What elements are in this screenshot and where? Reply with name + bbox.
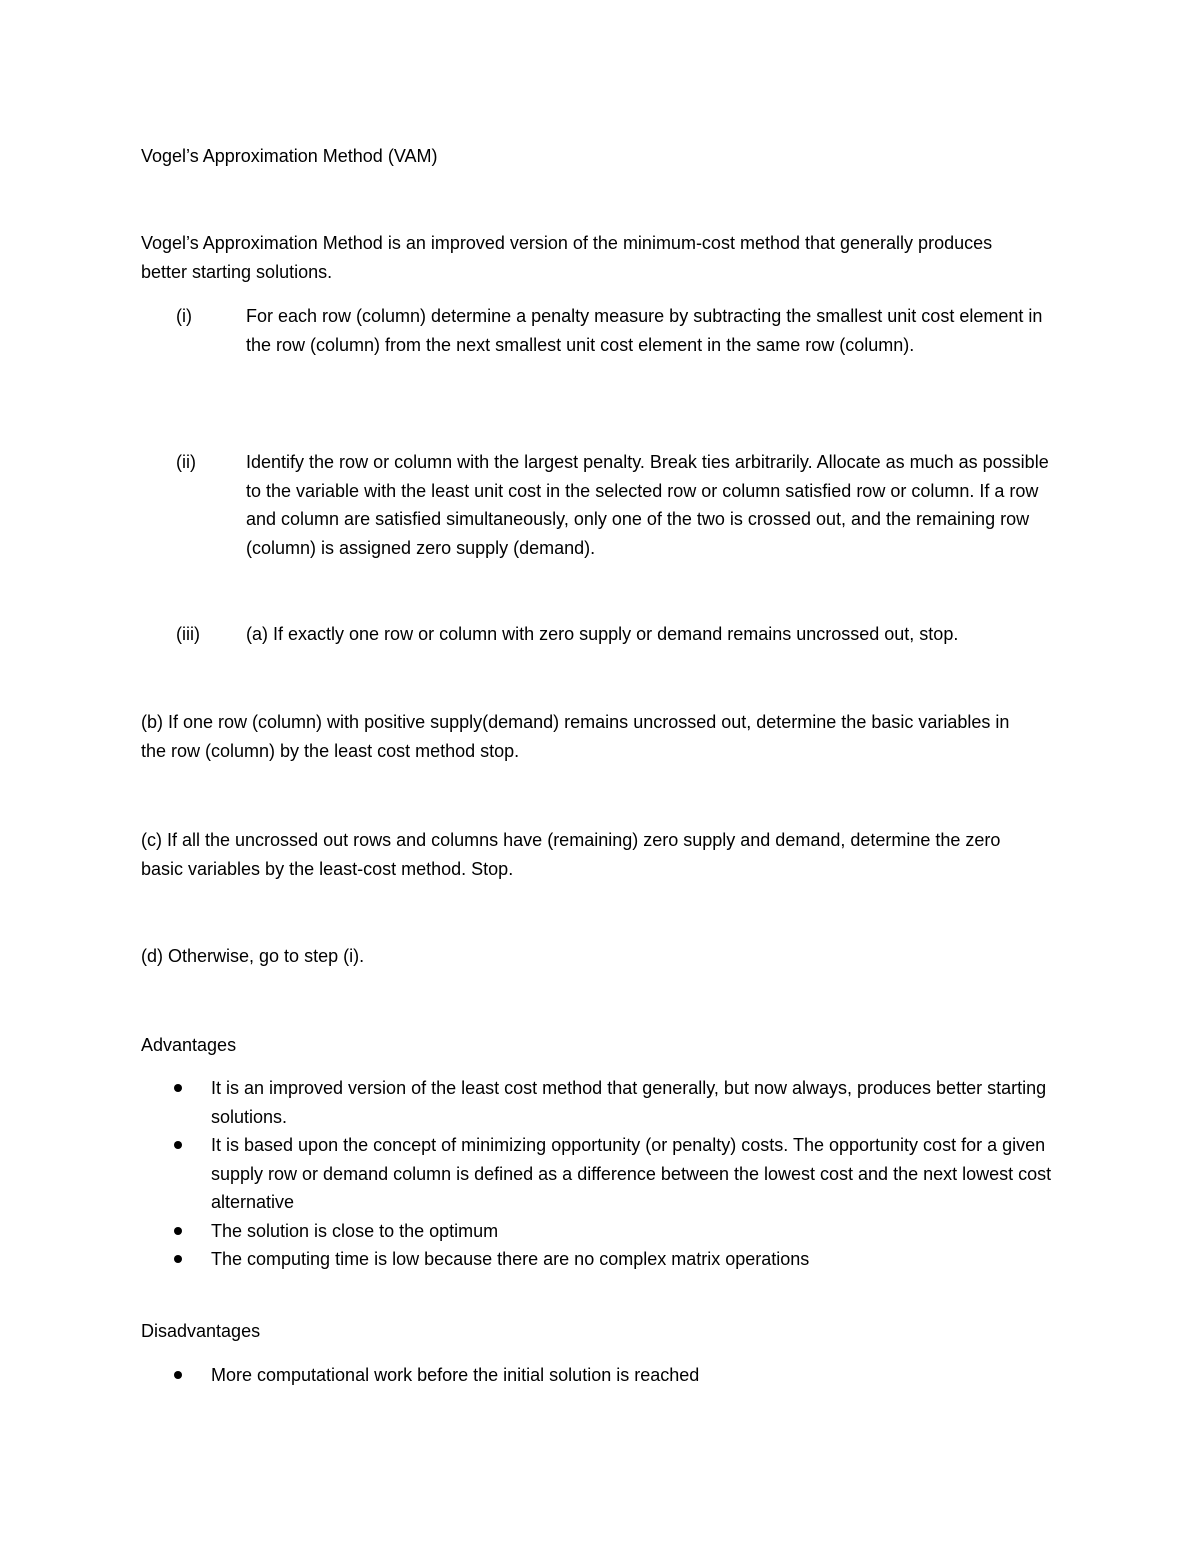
- list-item-text: It is based upon the concept of minimizing opportunity (or penalty) costs. The opportunity cost for a given supply row or demand column is defined as a difference between the lowest cost and the next lowest cost alternative: [211, 1135, 1052, 1212]
- bullet-icon: [174, 1255, 182, 1263]
- list-item-text: The solution is close to the optimum: [211, 1220, 499, 1241]
- substep-b: (b) If one row (column) with positive supply(demand) remains uncrossed out, determine the basic variables in the row (column) by the least cost method stop.: [141, 712, 1010, 761]
- list-item: [141, 1131, 1071, 1217]
- list-item-text: It is an improved version of the least cost method that generally, but now always, produces better starting solutions.: [211, 1078, 1047, 1127]
- step-text: Identify the row or column with the largest penalty. Break ties arbitrarily. Allocate as much as possible to the variable with the least unit cost in the selected row or column satisfied row or column. If a row and column are satisfied simultaneously, only one of the two is crossed out, and the remaining row (column) is assigned zero supply (demand).: [246, 452, 1049, 558]
- list-item: [141, 1217, 1071, 1246]
- bullet-icon: [174, 1227, 182, 1235]
- step-text: (a) If exactly one row or column with zero supply or demand remains uncrossed out, stop.: [246, 624, 959, 644]
- substep-c: (c) If all the uncrossed out rows and columns have (remaining) zero supply and demand, determine the zero basic variables by the least-cost method. Stop.: [141, 830, 1001, 879]
- advantages-list: [141, 1074, 1071, 1274]
- step-text: For each row (column) determine a penalty measure by subtracting the smallest unit cost element in the row (column) from the next smallest unit cost element in the same row (column).: [246, 306, 1043, 355]
- step-number: (i): [176, 306, 192, 326]
- list-item-text: More computational work before the initial solution is reached: [211, 1365, 700, 1385]
- list-item: [141, 1245, 1071, 1274]
- disadvantages-heading: Disadvantages: [141, 1321, 261, 1341]
- bullet-icon: [174, 1141, 182, 1149]
- intro-paragraph: Vogel’s Approximation Method is an improved version of the minimum-cost method that generally produces better starting solutions.: [141, 233, 993, 282]
- bullet-icon: [174, 1084, 182, 1092]
- document-title: Vogel’s Approximation Method (VAM): [141, 146, 438, 166]
- substep-d: (d) Otherwise, go to step (i).: [141, 946, 365, 966]
- bullet-icon: [174, 1371, 182, 1379]
- list-item-text: The computing time is low because there are no complex matrix operations: [211, 1249, 810, 1269]
- list-item: [141, 1361, 1071, 1390]
- step-number: (ii): [176, 452, 196, 472]
- step-number: (iii): [176, 624, 200, 644]
- disadvantages-list: [141, 1361, 1071, 1390]
- advantages-heading: Advantages: [141, 1035, 237, 1055]
- list-item: [141, 1074, 1071, 1131]
